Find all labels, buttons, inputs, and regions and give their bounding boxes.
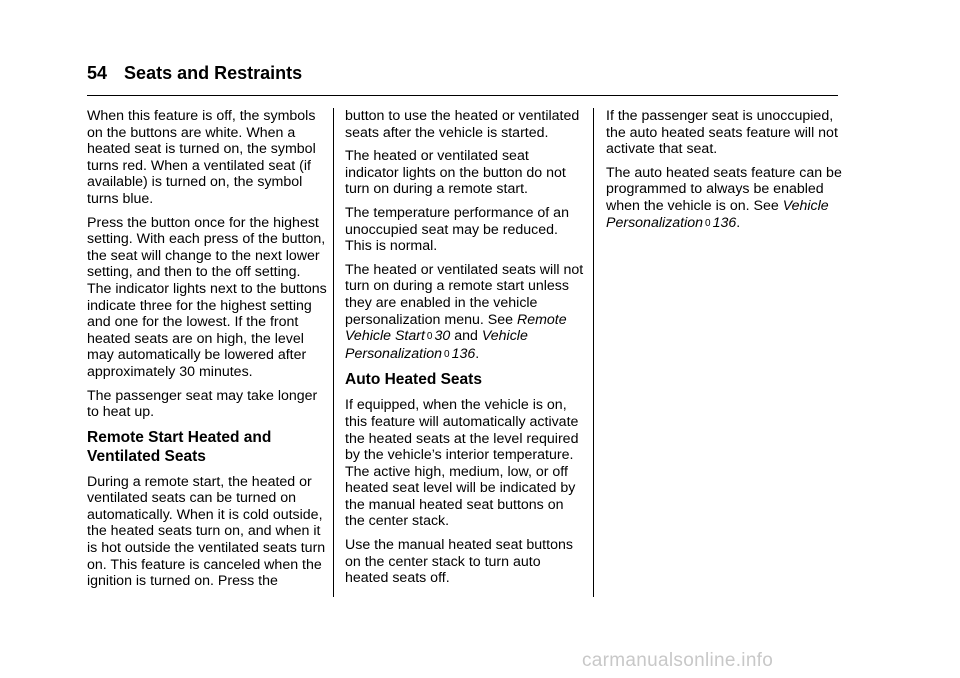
page-ref-icon: 0	[426, 331, 433, 343]
column-divider-2	[593, 108, 594, 597]
section-title: Seats and Restraints	[124, 63, 303, 83]
heading-auto-heated-seats: Auto Heated Seats	[345, 371, 482, 389]
paragraph-temperature: The temperature performance of an unoccupied seat may be reduced. This is normal.	[345, 204, 569, 255]
watermark: carmanualsonline.info	[582, 650, 774, 671]
programmed-text: The auto heated seats feature can be programmed to always be enabled when the vehicle is on. See	[606, 164, 842, 214]
paragraph-remote-start: During a remote start, the heated or ventilated seats can be turned on automatically. When it is cold outside, the heated seats turn on, and when it is hot outside the ventilated seats turn on. This feature is canceled when the ignition is turned on. Press the	[87, 473, 326, 590]
paragraph-indicator-lights: The heated or ventilated seat indicator lights on the button do not turn on during a remote start.	[345, 148, 566, 198]
text-and: and	[454, 328, 478, 345]
period: .	[475, 345, 480, 362]
paragraph-personalization	[345, 262, 585, 364]
column-2	[345, 108, 585, 594]
personalization-text: The heated or ventilated seats will not turn on during a remote start unless they are enabled in the vehicle personalization menu. See	[345, 261, 584, 328]
paragraph-programmed	[606, 165, 846, 232]
link-vehicle-personalization[interactable]: Vehicle Personalization	[345, 328, 528, 362]
page-number: 54	[87, 63, 108, 83]
page-header	[87, 62, 838, 84]
link-page-136[interactable]: 136	[712, 214, 737, 231]
paragraph-unoccupied: If the passenger seat is unoccupied, the auto heated seats feature will not activate that seat.	[606, 108, 838, 158]
header-rule	[87, 95, 838, 96]
paragraph-manual-buttons: Use the manual heated seat buttons on the center stack to turn auto heated seats off.	[345, 537, 573, 587]
period: .	[736, 214, 741, 231]
link-page-136[interactable]: 136	[451, 345, 476, 362]
link-page-30[interactable]: 30	[434, 328, 451, 345]
paragraph-button-settings: Press the button once for the highest setting. With each press of the button, the seat will change to the next lower setting, and then to the off setting. The indicator lights next to the buttons indicate three for the highest setting and one for the lowest. If the front heated seats are on high, the level may automatically be lowered after approximately 30 minutes.	[87, 214, 327, 380]
page-ref-icon: 0	[444, 348, 450, 360]
column-3	[606, 108, 846, 239]
link-vehicle-personalization[interactable]: Vehicle Personalization	[606, 197, 829, 231]
paragraph-auto-heated: If equipped, when the vehicle is on, this feature will automatically activate the heated seats at the level required by the vehicle’s interior temperature. The active high, medium, low, or off heated seat level will be indicated by the manual heated seat buttons on the center stack.	[345, 397, 579, 530]
heading-remote-start-seats: Remote Start Heated and Ventilated Seats	[87, 428, 272, 465]
paragraph-passenger-seat: The passenger seat may take longer to heat up.	[87, 387, 318, 421]
column-1	[87, 108, 327, 597]
page-ref-icon: 0	[705, 217, 711, 229]
link-remote-vehicle-start[interactable]: Remote Vehicle Start	[345, 311, 567, 345]
paragraph-button-use: button to use the heated or ventilated seats after the vehicle is started.	[345, 108, 580, 141]
paragraph-symbol-colors: When this feature is off, the symbols on the buttons are white. When a heated seat is turned on, the symbol turns red. When a ventilated seat (if available) is turned on, the symbol turns blue.	[87, 108, 316, 207]
column-divider-1	[333, 108, 334, 597]
